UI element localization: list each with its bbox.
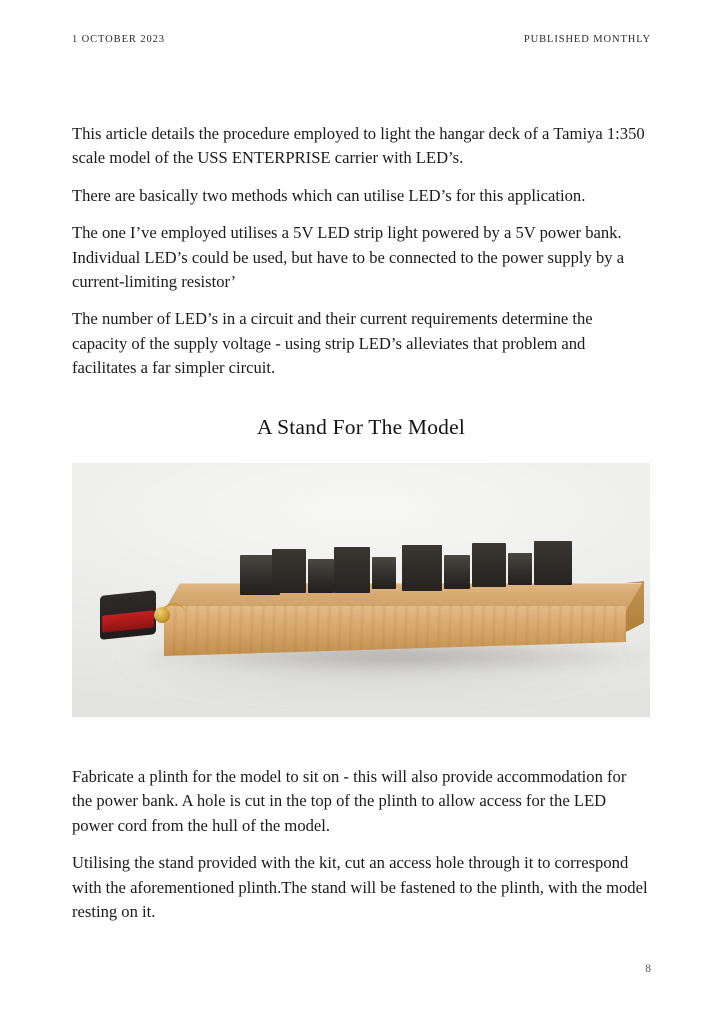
section-heading: A Stand For The Model: [256, 414, 466, 439]
model-block-2: [272, 549, 306, 593]
model-block-5: [372, 557, 396, 589]
body-text-top: [72, 122, 650, 458]
model-block-7: [444, 555, 470, 589]
running-head-publication-note: PUBLISHED MONTHLY: [523, 34, 651, 45]
model-block-4: [334, 547, 370, 593]
paragraph-4: The number of LED’s in a circuit and their current requirements determine the capacity of the supply voltage - using strip LED’s alleviates that problem and facilitates a far simpler circuit.: [72, 309, 593, 378]
paragraph-3: The one I’ve employed utilises a 5V LED strip light powered by a 5V power bank. Individual LED’s could be used, but have to be connected to the power supply by a current-limiting resistor’: [72, 223, 625, 291]
brass-grommet: [154, 607, 170, 623]
figure-stand-photo: [72, 463, 650, 717]
model-block-6: [402, 545, 442, 591]
paragraph-5: Fabricate a plinth for the model to sit on - this will also provide accommodation for the power bank. A hole is cut in the top of the plinth to allow access for the LED power cord from the hull of the model.: [72, 767, 627, 835]
model-block-8: [472, 543, 506, 587]
paragraph-6: Utilising the stand provided with the kit, cut an access hole through it to correspond with the aforementioned plinth.The stand will be fastened to the plinth, with the model resting on it.: [72, 853, 648, 921]
running-head-date: 1 OCTOBER 2023: [72, 34, 165, 45]
body-text-bottom: [72, 765, 650, 937]
running-head: [72, 34, 651, 45]
model-block-10: [534, 541, 572, 585]
model-block-3: [308, 559, 334, 593]
model-block-9: [508, 553, 532, 585]
page-number: 8: [645, 963, 651, 975]
photo-background: [72, 463, 650, 717]
paragraph-2: There are basically two methods which can utilise LED’s for this application.: [72, 185, 586, 205]
paragraph-1: This article details the procedure employed to light the hangar deck of a Tamiya 1:350 scale model of the USS ENTERPRISE carrier with LED’s.: [72, 124, 645, 168]
